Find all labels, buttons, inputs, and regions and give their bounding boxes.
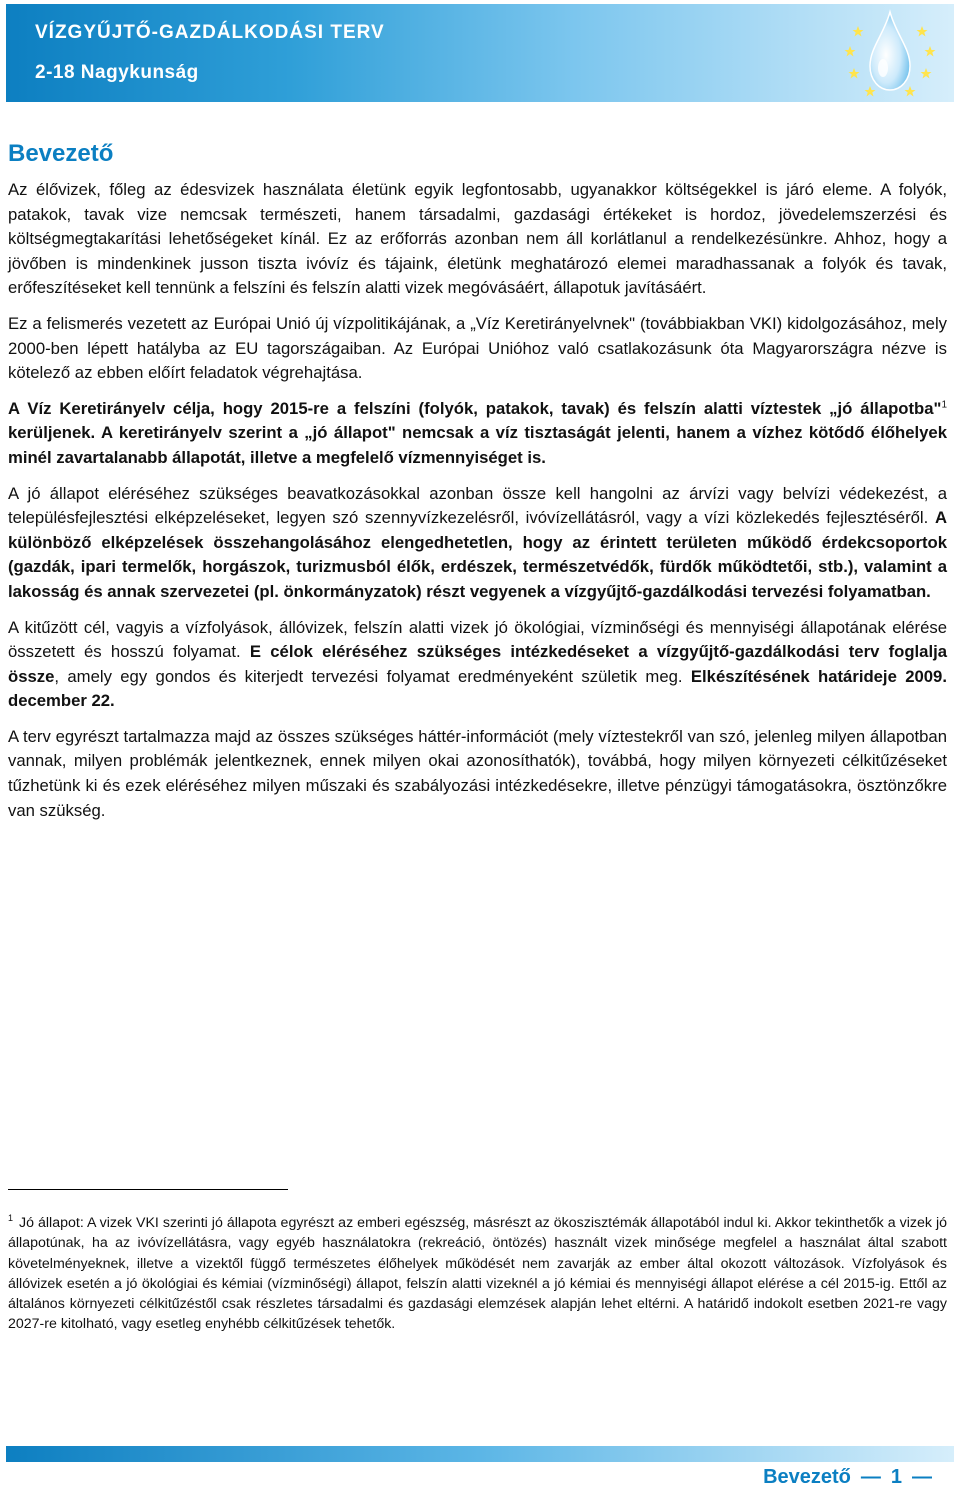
paragraph [8, 725, 947, 823]
text-run: A terv egyrészt tartalmazza majd az összes szükséges háttér-információt (mely víztestekről van szó, jelenleg milyen állapotban vannak, milyen problémák jelentkeznek, ennek milyen okai azonosíthatók), továbbá, hogy milyen környezeti célkitűzéseket tűzhetünk ki és ezek eléréséhez milyen műszaki és szabályozási intézkedésekre, illetve pénzügyi támogatásokra, ösztönzőkre van szükség. [8, 726, 947, 820]
bold-text: kerüljenek. A keretirányelv szerint a „jó állapot" nemcsak a víz tisztaságát jelenti, hanem a vízhez kötődő élőhelyek minél zavartalanabb állapotát, illetve a megfelelő vízmennyiséget is. [8, 423, 947, 467]
bold-text: Elkészítésének határideje 2009. december 22. [8, 666, 947, 711]
footer-separator: — [860, 1466, 881, 1488]
text-run: A jó állapot eléréséhez szükséges beavatkozásokkal azonban össze kell hangolni az árvízi vagy belvízi védekezést, a településfejlesztési elképzeléseket, legyen szó szennyvízkezelésről, ivóvízellátásról, vagy a vízi közlekedés fejlesztéséről. [8, 483, 947, 528]
footer-band [6, 1446, 954, 1462]
paragraph [8, 482, 947, 605]
paragraph [8, 397, 947, 471]
footnote-text: Jó állapot: A vizek VKI szerinti jó állapota egyrészt az emberi egészség, másrészt az ökoszisztémák állapotából indul ki. Akkor tekinthetők a vizek jó állapotúnak, ha az ivóvízellátásra, vagy egyéb használatokra (rekreáció, öntözés) használt vizek minősége megfelel a használat által szabott követelményeknek, illetve a vizektől függő természetes élőhelyek működését nem zavarják az ember által okozott változások. Vízfolyások és állóvizek esetén a jó ökológiai és kémiai (vízminőségi) állapot, felszín alatti vizeknél a jó kémiai és mennyiségi állapot elérése a cél 2015-ig. Ettől az általános környezeti célkitűzéstől csak részletes társadalmi és gazdasági elemzések alapján lehet eltérni. A határidő indokolt esetben 2021-re vagy 2027-re kitolható, vagy esetleg enyhébb célkitűzések tehetők. [8, 1215, 947, 1333]
paragraph [8, 178, 947, 301]
page-header [6, 4, 954, 102]
page-footer [763, 1466, 932, 1489]
text-run: , amely egy gondos és kiterjedt tervezési folyamat eredményeként születik meg. [54, 666, 691, 686]
water-drop-eu-stars-icon [840, 6, 940, 100]
body-text [8, 178, 947, 823]
section-heading: Bevezető [8, 140, 114, 167]
text-run: Az élővizek, főleg az édesvizek használata életünk egyik legfontosabb, ugyanakkor költségekkel is járó eleme. A folyók, patakok, tavak vize nemcsak természeti, hanem társadalmi, gazdasági értékeket is hordoz, jövedelemszerzési és költségmegtakarítási lehetőségeket kínál. Ez az erőforrás azonban nem áll korlátlanul a rendelkezésünkre. Ahhoz, hogy a jövőben is mindenkinek jusson tiszta ivóvíz és tájaink, életünk meghatározó elemei maradhassanak a folyók és tavak, erőfeszítéseket kell tennünk a felszíni és felszín alatti vizek megóvásáért, állapotuk javításáért. [8, 180, 947, 298]
footer-end-dash: — [912, 1466, 932, 1488]
document-title: VÍZGYŰJTŐ-GAZDÁLKODÁSI TERV [35, 22, 385, 43]
footnote-mark: 1 [8, 1213, 14, 1224]
text-run: A kitűzött cél, vagyis a vízfolyások, állóvizek, felszín alatti vizek jó ökológiai, vízminőségi és mennyiségi állapotának elérése összetett és hosszú folyamat. [8, 617, 947, 662]
document-subtitle: 2-18 Nagykunság [35, 62, 199, 83]
bold-text: A Víz Keretirányelv célja, hogy 2015-re a felszíni (folyók, patakok, tavak) és felszín alatti víztestek „jó állapotba" [8, 398, 942, 418]
footnote-reference: 1 [941, 399, 947, 411]
bold-text: A különböző elképzelések összehangolásához elengedhetetlen, hogy az érintett területen működő érdekcsoportok (gazdák, ipari termelők, horgászok, turizmusból élők, erdészek, természetvédők, fürdők működtetői, stb.), valamint a lakosság és annak szervezetei (pl. önkormányzatok) részt vegyenek a vízgyűjtő-gazdálkodási tervezési folyamatban. [8, 508, 947, 601]
footnote [8, 1213, 947, 1335]
bold-text: E célok eléréséhez szükséges intézkedéseket a vízgyűjtő-gazdálkodási terv foglalja össze [8, 642, 947, 686]
paragraph [8, 616, 947, 714]
text-run: Ez a felismerés vezetett az Európai Unió új vízpolitikájának, a „Víz Keretirányelvnek" (továbbiakban VKI) kidolgozásához, mely 2000-ben lépett hatályba az EU tagországaiban. Az Európai Unióhoz való csatlakozásunk óta Magyarországra nézve is kötelező az ebben előírt feladatok végrehajtása. [8, 313, 947, 383]
footer-section: Bevezető [763, 1466, 851, 1488]
page-number: 1 [890, 1466, 902, 1488]
paragraph [8, 312, 947, 386]
footnote-divider [8, 1189, 288, 1190]
